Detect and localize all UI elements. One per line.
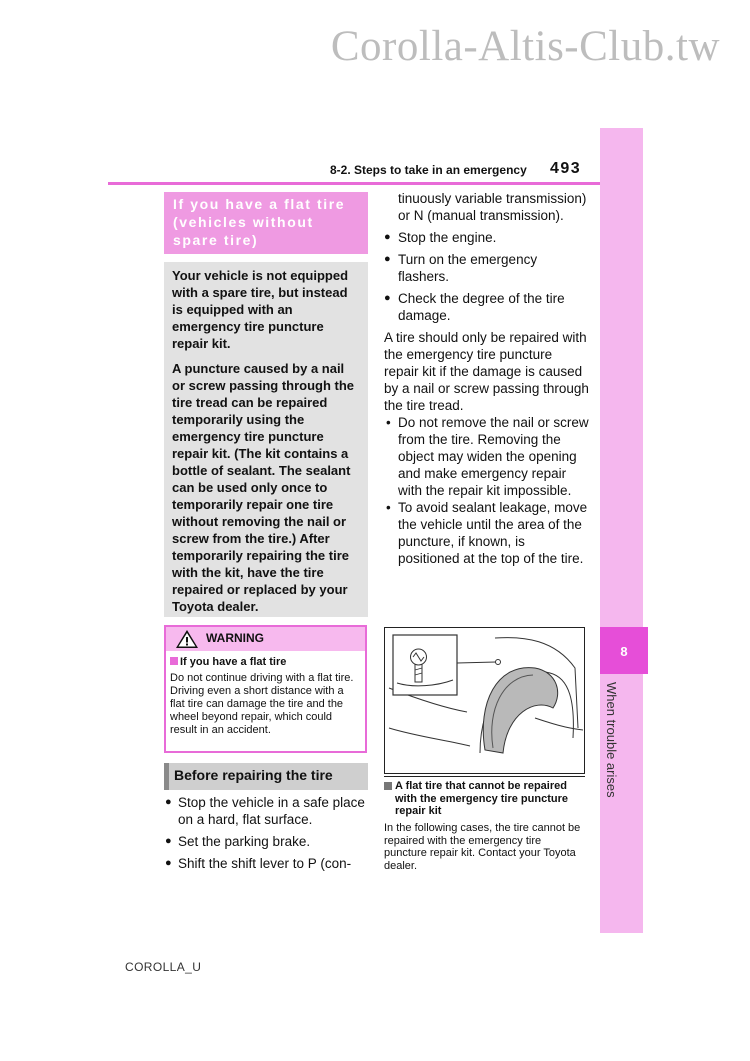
- list-item: ● Turn on the emergency flashers.: [384, 251, 589, 285]
- intro-paragraph-1: Your vehicle is not equipped with a spare tire, but instead is equipped with an emergency tire puncture repair kit.: [172, 268, 349, 351]
- square-bullet-icon: [170, 657, 178, 665]
- warning-triangle-icon: [175, 629, 199, 649]
- chapter-title: When trouble arises: [604, 682, 619, 798]
- before-repair-list: [165, 794, 370, 877]
- header-section-title: 8-2. Steps to take in an emergency: [330, 163, 527, 177]
- intro-box: [164, 262, 368, 617]
- warning-box: [164, 625, 367, 753]
- caption-heading: A flat tire that cannot be repaired with the emergency tire puncture repair kit: [384, 780, 584, 818]
- right-column: [384, 190, 589, 567]
- tire-illustration-graphic: [385, 628, 584, 773]
- intro-paragraph-2: A puncture caused by a nail or screw passing through the tire tread can be repaired temporarily using the emergency tire puncture repair kit. (The kit contains a bottle of sealant. The sealant can be used only once to temporarily repair one tire without removing the nail or screw from the tire.) After temporarily repairing the tire with the kit, have the tire repaired or replaced by your Toyota dealer.: [172, 361, 355, 614]
- tire-puncture-illustration: [384, 627, 585, 774]
- section-banner-line-1: If you have a flat tire: [173, 196, 346, 212]
- list-item: • To avoid sealant leakage, move the vehicle until the area of the puncture, if known, is positioned at the top of the tire.: [384, 499, 589, 567]
- list-item: ● Set the parking brake.: [165, 833, 370, 850]
- footer-code: COROLLA_U: [125, 960, 202, 974]
- before-repair-heading: Before repairing the tire: [164, 763, 368, 790]
- repair-condition-paragraph: A tire should only be repaired with the emergency tire puncture repair kit if the damage is caused by a nail or screw passing through the tire tread.: [384, 330, 589, 413]
- caption-divider: [384, 776, 585, 777]
- warning-text: [170, 672, 361, 737]
- watermark: Corolla-Altis-Club.tw: [330, 23, 720, 70]
- header-divider: [108, 182, 600, 185]
- chapter-side-tab: [600, 128, 643, 933]
- list-item: ● Stop the engine.: [384, 229, 589, 246]
- section-banner: [164, 192, 368, 254]
- warning-subtitle: If you have a flat tire: [170, 656, 365, 668]
- warning-text-1: Do not continue driving with a flat tire.: [170, 672, 354, 684]
- list-item: ● Stop the vehicle in a safe place on a hard, flat surface.: [165, 794, 370, 828]
- caption-text: In the following cases, the tire cannot be repaired with the emergency tire puncture repair kit. Contact your Toyota dealer.: [384, 822, 581, 872]
- continued-bullet-text: tinuously variable transmission) or N (manual transmission).: [398, 191, 587, 223]
- list-item: ● Check the degree of the tire damage.: [384, 290, 589, 324]
- warning-header: [166, 627, 365, 651]
- section-banner-line-2: (vehicles without: [173, 214, 314, 230]
- square-bullet-icon: [384, 782, 392, 790]
- list-item: • Do not remove the nail or screw from the tire. Removing the object may widen the opening and make emergency repair with the repair kit impossible.: [384, 414, 589, 499]
- warning-text-2: Driving even a short distance with a flat tire can damage the tire and the wheel beyond repair, which could result in an accident.: [170, 685, 344, 736]
- warning-label: WARNING: [206, 631, 264, 645]
- page-number: 493: [550, 160, 582, 177]
- list-item: ● Shift the shift lever to P (con-: [165, 855, 370, 872]
- section-banner-line-3: spare tire): [173, 232, 259, 248]
- chapter-number: 8: [600, 627, 648, 674]
